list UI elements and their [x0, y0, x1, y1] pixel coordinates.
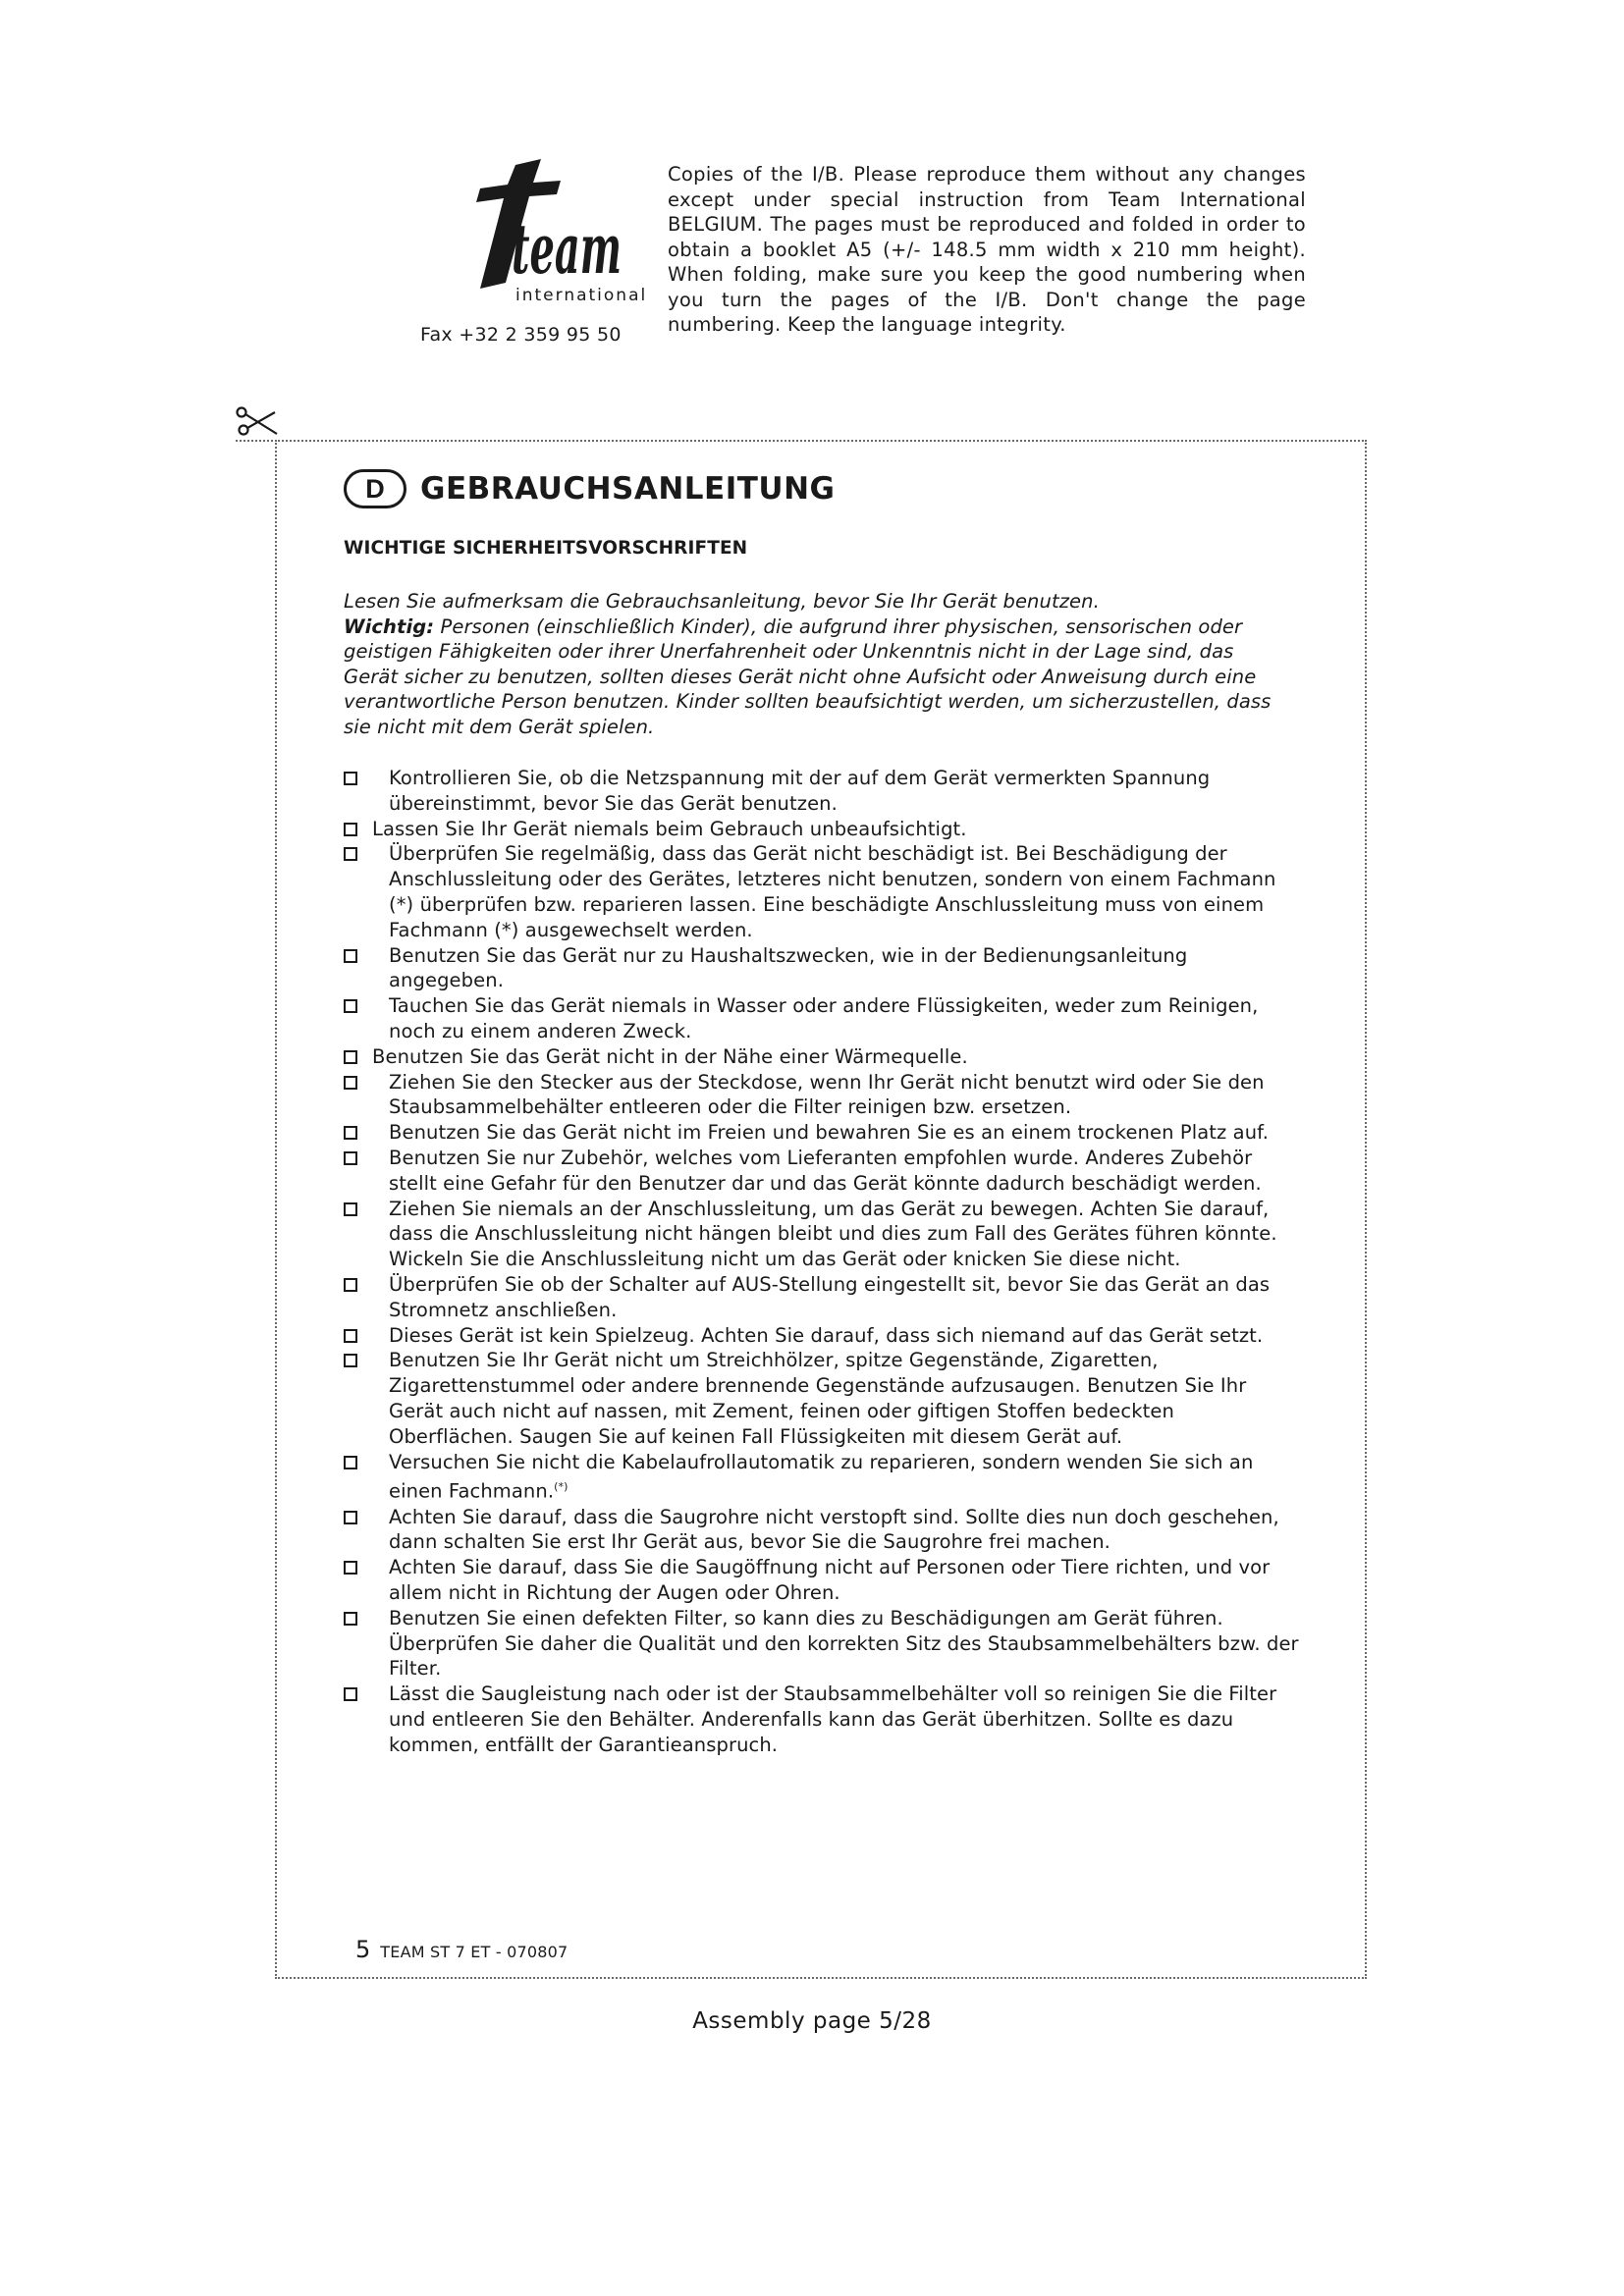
checkbox-bullet-icon	[344, 772, 357, 785]
checkbox-bullet-icon	[344, 1561, 357, 1575]
reproduction-notice: Copies of the I/B. Please reproduce them without any changes except under special instruction from Team International BELGIUM. The pages must be reproduced and folded in order to obtain a booklet A5 (+/- 148.5 mm width x 210 mm height). When folding, make sure you keep the good numbering when you turn the pages of the I/B. Don't change the page numbering. Keep the language integrity.	[668, 163, 1306, 336]
checkbox-bullet-icon	[344, 847, 357, 861]
checkbox-bullet-icon	[344, 823, 357, 836]
list-item-text: Achten Sie darauf, dass die Saugrohre nicht verstopft sind. Sollte dies nun doch geschehen, dann schalten Sie erst Ihr Gerät aus, bevor Sie die Saugrohre frei machen.	[389, 1505, 1279, 1554]
list-item-text: Ziehen Sie den Stecker aus der Steckdose, wenn Ihr Gerät nicht benutzt wird oder Sie den Staubsammelbehälter entleeren oder die Filter reinigen bzw. ersetzen.	[389, 1070, 1265, 1119]
list-item	[344, 943, 1301, 994]
checkbox-bullet-icon	[344, 1151, 357, 1165]
list-item	[344, 841, 1301, 942]
intro-paragraph	[344, 589, 1286, 739]
page-heading	[344, 461, 835, 516]
team-international-logo	[447, 157, 648, 314]
list-item	[344, 766, 1301, 817]
checkbox-bullet-icon	[344, 1050, 357, 1064]
checkbox-bullet-icon	[344, 1278, 357, 1292]
list-item	[344, 1682, 1301, 1757]
footnote-marker: (*)	[554, 1480, 568, 1494]
list-item-text: Benutzen Sie Ihr Gerät nicht um Streichhölzer, spitze Gegenstände, Zigaretten, Zigarettenstummel oder andere brennende Gegenstände aufzusaugen. Benutzen Sie Ihr Gerät auch nicht auf nassen, mit Zement, feinen oder giftigen Stoffen bedeckten Oberflächen. Saugen Sie auf keinen Fall Flüssigkeiten mit diesem Gerät auf.	[389, 1349, 1247, 1448]
language-badge: D	[344, 469, 406, 508]
checkbox-bullet-icon	[344, 1126, 357, 1140]
list-item-text: Benutzen Sie nur Zubehör, welches vom Lieferanten empfohlen wurde. Anderes Zubehör stellt eine Gefahr für den Benutzer dar und das Gerät könnte dadurch beschädigt werden.	[389, 1146, 1262, 1195]
list-item	[344, 1505, 1301, 1556]
list-item-text: Benutzen Sie einen defekten Filter, so kann dies zu Beschädigungen am Gerät führen. Überprüfen Sie daher die Qualität und den korrekten Sitz des Staubsammelbehälters bzw. der Filter.	[389, 1606, 1299, 1681]
list-item-text: Überprüfen Sie regelmäßig, dass das Gerät nicht beschädigt ist. Bei Beschädigung der Anschlussleitung oder des Gerätes, letzteres nicht benutzen, sondern von einem Fachmann (*) überprüfen bzw. reparieren lassen. Eine beschädigte Anschlussleitung muss von einem Fachmann (*) ausgewechselt werden.	[389, 842, 1276, 941]
list-item-text: Überprüfen Sie ob der Schalter auf AUS-Stellung eingestellt sit, bevor Sie das Gerät an das Stromnetz anschließen.	[389, 1272, 1271, 1321]
intro-important-label: Wichtig:	[344, 614, 435, 638]
list-item	[344, 1272, 1301, 1323]
checkbox-bullet-icon	[344, 1612, 357, 1626]
fax-number: Fax +32 2 359 95 50	[420, 324, 622, 346]
list-item	[344, 1348, 1301, 1449]
assembly-page-label: Assembly page 5/28	[692, 2008, 932, 2034]
intro-important-text: Personen (einschließlich Kinder), die aufgrund ihrer physischen, sensorischen oder geistigen Fähigkeiten oder ihrer Unerfahrenheit oder Unkenntnis nicht in der Lage sind, das Gerät sicher zu benutzen, sollten dieses Gerät nicht ohne Aufsicht oder Anweisung durch eine verantwortliche Person benutzen. Kinder sollten beaufsichtigt werden, um sicherzustellen, dass sie nicht mit dem Gerät spielen.	[344, 614, 1272, 738]
checkbox-bullet-icon	[344, 1076, 357, 1090]
list-item	[344, 993, 1301, 1044]
list-item	[344, 1555, 1301, 1606]
scissors-icon	[236, 404, 279, 440]
list-item-text: Lässt die Saugleistung nach oder ist der Staubsammelbehälter voll so reinigen Sie die Filter und entleeren Sie den Behälter. Anderenfalls kann das Gerät überhitzen. Sollte es dazu kommen, entfällt der Garantieanspruch.	[389, 1682, 1277, 1756]
list-item	[344, 1450, 1301, 1505]
checkbox-bullet-icon	[344, 1329, 357, 1343]
list-item-text: Dieses Gerät ist kein Spielzeug. Achten Sie darauf, dass sich niemand auf das Gerät setzt.	[389, 1323, 1264, 1347]
list-item	[344, 1120, 1301, 1146]
list-item	[344, 1146, 1301, 1197]
list-item-text: Lassen Sie Ihr Gerät niemals beim Gebrauch unbeaufsichtigt.	[372, 817, 967, 840]
list-item-text: Benutzen Sie das Gerät nicht in der Nähe einer Wärmequelle.	[372, 1044, 968, 1068]
checkbox-bullet-icon	[344, 1687, 357, 1701]
checkbox-bullet-icon	[344, 949, 357, 963]
checkbox-bullet-icon	[344, 1456, 357, 1469]
checkbox-bullet-icon	[344, 1354, 357, 1367]
list-item-text: Kontrollieren Sie, ob die Netzspannung mit der auf dem Gerät vermerkten Spannung übereinstimmt, bevor Sie das Gerät benutzen.	[389, 767, 1211, 815]
safety-list	[344, 766, 1301, 1758]
logo-wordmark: team	[512, 208, 622, 290]
list-item-text: Benutzen Sie das Gerät nicht im Freien und bewahren Sie es an einem trockenen Platz auf.	[389, 1121, 1270, 1145]
page-title: GEBRAUCHSANLEITUNG	[420, 471, 836, 507]
list-item-text: Benutzen Sie das Gerät nur zu Haushaltszwecken, wie in der Bedienungsanleitung angegeben.	[389, 943, 1188, 992]
list-item	[344, 1070, 1301, 1121]
logo-subtext: international	[515, 286, 648, 305]
checkbox-bullet-icon	[344, 1511, 357, 1524]
page-number: 5	[355, 1936, 371, 1963]
page-footer	[355, 1936, 568, 1963]
list-item-text: Versuchen Sie nicht die Kabelaufrollautomatik zu reparieren, sondern wenden Sie sich an einen Fachmann.	[389, 1450, 1254, 1503]
document-code: TEAM ST 7 ET - 070807	[380, 1943, 568, 1961]
list-item-text: Tauchen Sie das Gerät niemals in Wasser oder andere Flüssigkeiten, weder zum Reinigen, noch zu einem anderen Zweck.	[389, 994, 1259, 1042]
list-item	[344, 817, 1301, 842]
list-item	[344, 1606, 1301, 1682]
list-item	[344, 1323, 1301, 1349]
list-item-text: Achten Sie darauf, dass Sie die Saugöffnung nicht auf Personen oder Tiere richten, und vor allem nicht in Richtung der Augen oder Ohren.	[389, 1556, 1271, 1604]
checkbox-bullet-icon	[344, 999, 357, 1013]
checkbox-bullet-icon	[344, 1202, 357, 1216]
list-item-text: Ziehen Sie niemals an der Anschlussleitung, um das Gerät zu bewegen. Achten Sie darauf, dass die Anschlussleitung nicht hängen bleibt und dies zum Fall des Gerätes führen könnte. Wickeln Sie die Anschlussleitung nicht um das Gerät oder knicken Sie diese nicht.	[389, 1197, 1277, 1271]
list-item	[344, 1197, 1301, 1272]
list-item	[344, 1044, 1301, 1070]
intro-line: Lesen Sie aufmerksam die Gebrauchsanleitung, bevor Sie Ihr Gerät benutzen.	[344, 590, 1100, 613]
section-title: WICHTIGE SICHERHEITSVORSCHRIFTEN	[344, 538, 748, 559]
